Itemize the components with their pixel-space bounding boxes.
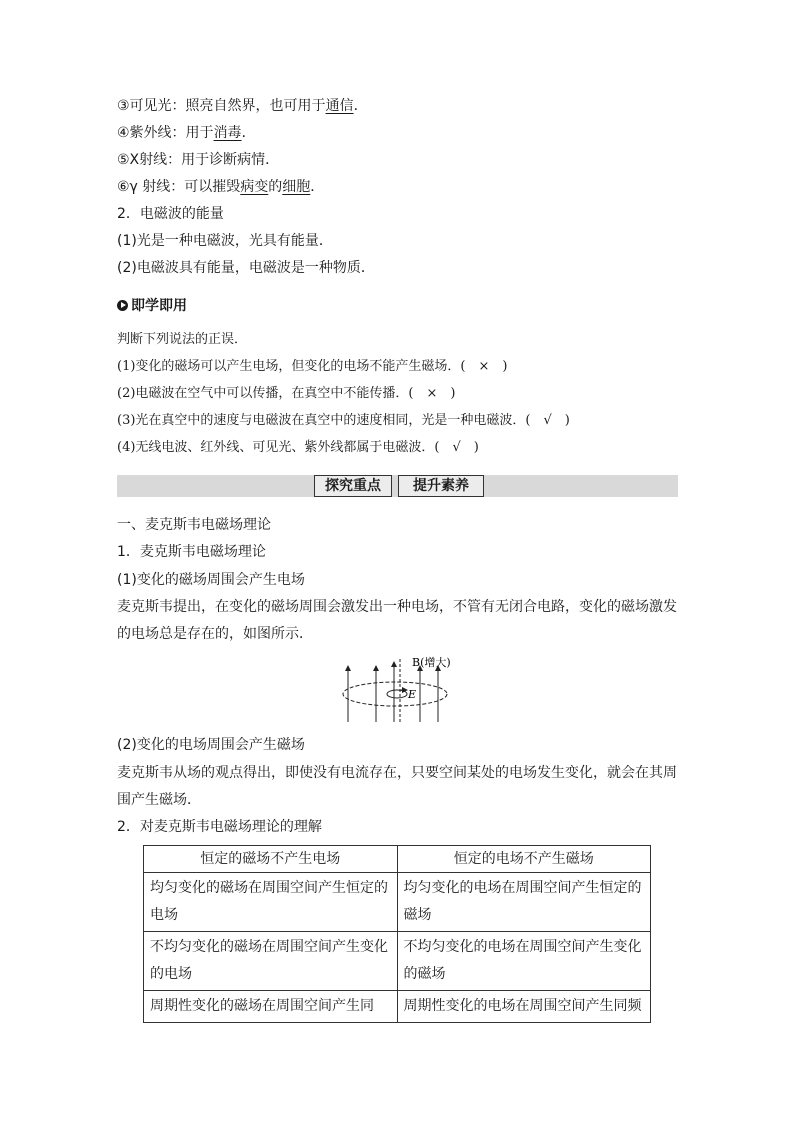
b-label: B(增大) — [412, 656, 451, 669]
practice-item: (4)无线电波、红外线、可见光、紫外线都属于电磁波．( √ ) — [117, 440, 479, 455]
paragraph-1-line: 麦克斯韦提出，在变化的磁场周围会激发出一种电场，不管有无闭合电路，变化的磁场激发 — [117, 599, 677, 615]
table-cell: 均匀变化的电场在周围空间产生恒定的磁场 — [397, 873, 651, 932]
table-cell: 不均匀变化的电场在周围空间产生变化的磁场 — [397, 932, 651, 991]
practice-heading: 即学即用 — [117, 296, 187, 316]
e-label: E — [408, 688, 417, 701]
table-row — [144, 873, 651, 932]
table-row — [144, 991, 651, 1023]
paragraph-2-line: 麦克斯韦从场的观点得出，即使没有电流存在，只要空间某处的电场发生变化，就会在其周 — [117, 765, 677, 781]
table-cell: 均匀变化的磁场在周围空间产生恒定的电场 — [144, 873, 398, 932]
energy-point-2: (2)电磁波具有能量，电磁波是一种物质． — [117, 260, 375, 276]
paragraph-2-heading: (2)变化的电场周围会产生磁场 — [117, 737, 305, 753]
table-row — [144, 932, 651, 991]
section-banner — [117, 475, 678, 497]
comparison-table — [143, 845, 651, 1023]
xray-line: ⑤X射线：用于诊断病情． — [117, 152, 280, 168]
table-header-cell: 恒定的电场不产生磁场 — [397, 846, 651, 873]
gamma-line: ⑥γ 射线：可以摧毁病变的细胞． — [117, 179, 325, 195]
energy-point-1: (1)光是一种电磁波，光具有能量． — [117, 233, 333, 249]
table-header-cell: 恒定的磁场不产生电场 — [144, 846, 398, 873]
play-icon — [117, 300, 128, 311]
banner-right-label: 提升素养 — [398, 475, 484, 497]
paragraph-1-heading: (1)变化的磁场周围会产生电场 — [117, 572, 305, 588]
practice-prompt: 判断下列说法的正误． — [117, 332, 248, 347]
banner-left-label: 探究重点 — [314, 475, 392, 497]
energy-heading: 2．电磁波的能量 — [117, 206, 224, 222]
paragraph-2-line: 围产生磁场． — [117, 792, 201, 808]
practice-item: (3)光在真空中的速度与电磁波在真空中的速度相同，光是一种电磁波．( √ ) — [117, 413, 570, 428]
subheading-2: 2．对麦克斯韦电磁场理论的理解 — [117, 819, 322, 835]
table-header-row — [144, 846, 651, 873]
table-cell: 周期性变化的电场在周围空间产生同频 — [397, 991, 651, 1023]
table-cell: 周期性变化的磁场在周围空间产生同 — [144, 991, 398, 1023]
subheading-1: 1．麦克斯韦电磁场理论 — [117, 544, 266, 560]
ultraviolet-line: ④紫外线：用于消毒． — [117, 125, 256, 141]
section-title: 一、麦克斯韦电磁场理论 — [117, 517, 271, 533]
practice-item: (1)变化的磁场可以产生电场，但变化的电场不能产生磁场．( × ) — [117, 359, 508, 374]
visible-light-line: ③可见光：照亮自然界，也可用于通信． — [117, 98, 368, 114]
paragraph-1-line: 的电场总是存在的，如图所示． — [117, 626, 313, 642]
magnetic-field-figure — [338, 652, 458, 724]
table-cell: 不均匀变化的磁场在周围空间产生变化的电场 — [144, 932, 398, 991]
practice-item: (2)电磁波在空气中可以传播，在真空中不能传播．( × ) — [117, 386, 456, 401]
